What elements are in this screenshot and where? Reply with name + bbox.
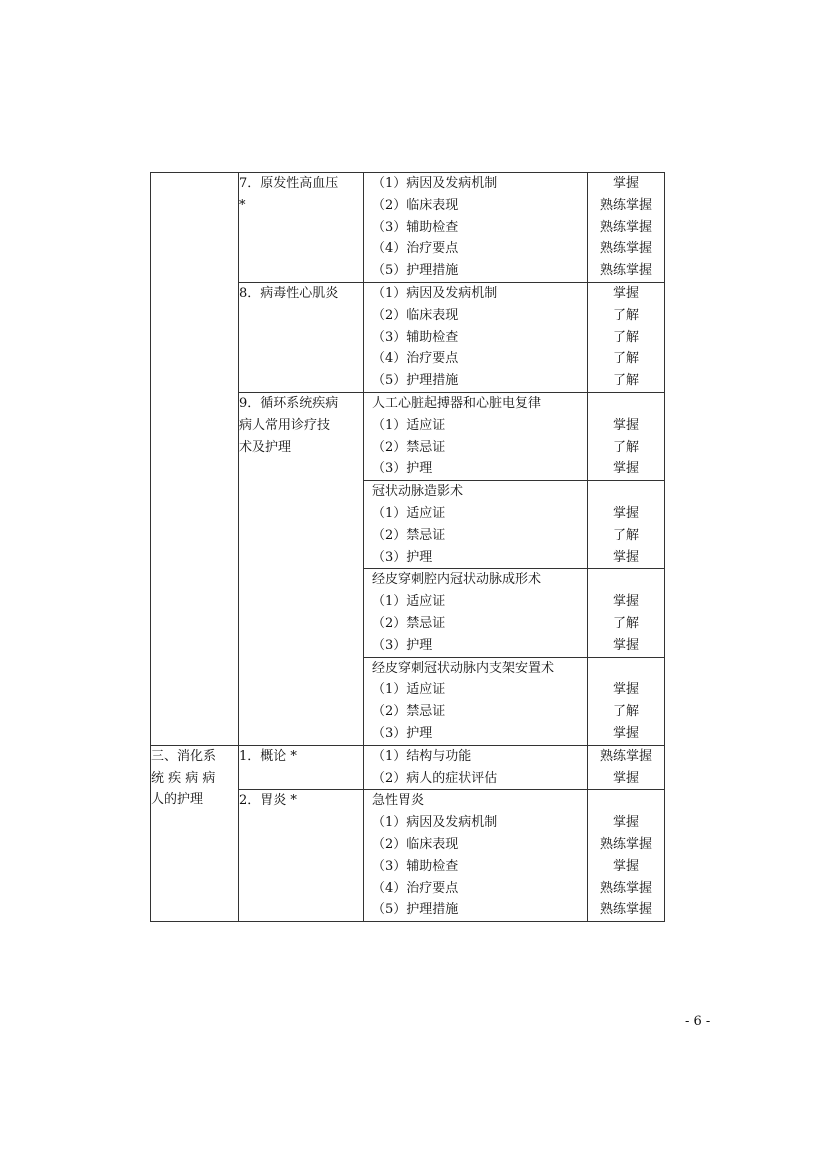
- level-cell: [588, 392, 665, 480]
- topic-title: 2．胃炎 *: [239, 793, 297, 809]
- list-item: （4）治疗要点: [372, 241, 459, 257]
- chapter-title: 人的护理: [151, 792, 204, 808]
- level-value: 掌握: [612, 815, 639, 831]
- level-value: 掌握: [612, 549, 639, 565]
- topic-title: 9．循环系统疾病: [239, 395, 339, 411]
- list-item: （3）护理: [372, 637, 433, 653]
- level-value: 熟练掌握: [599, 748, 652, 764]
- syllabus-table: [150, 172, 665, 922]
- content-heading: 急性胃炎: [372, 793, 425, 809]
- list-item: （4）治疗要点: [372, 351, 459, 367]
- content-heading: 经皮穿刺腔内冠状动脉成形术: [372, 572, 542, 588]
- table-row: [151, 745, 665, 790]
- content-heading: 人工心脏起搏器和心脏电复律: [372, 395, 542, 411]
- topic-cell: [239, 392, 364, 745]
- content-cell: [364, 569, 588, 657]
- level-value: 掌握: [612, 858, 639, 874]
- list-item: （4）治疗要点: [372, 880, 459, 896]
- content-cell: [364, 657, 588, 745]
- topic-title: 病人常用诊疗技: [239, 417, 331, 433]
- list-item: （3）护理: [372, 461, 433, 477]
- list-item: （1）适应证: [372, 505, 446, 521]
- list-item: （1）适应证: [372, 417, 446, 433]
- level-cell: [588, 745, 665, 790]
- level-value: 了解: [612, 329, 639, 345]
- level-value: 熟练掌握: [599, 219, 652, 235]
- chapter-cell-empty: [151, 173, 239, 746]
- list-item: （3）护理: [372, 725, 433, 741]
- content-heading: 经皮穿刺冠状动脉内支架安置术: [372, 660, 555, 676]
- page-number: - 6 -: [685, 1014, 711, 1029]
- level-cell: [588, 481, 665, 569]
- list-item: （2）禁忌证: [372, 615, 446, 631]
- level-value: 了解: [612, 527, 639, 543]
- list-item: （5）护理措施: [372, 373, 459, 389]
- content-cell: [364, 173, 588, 283]
- list-item: （1）病因及发病机制: [372, 815, 498, 831]
- content-heading: 冠状动脉造影术: [372, 484, 464, 500]
- level-value: 熟练掌握: [599, 836, 652, 852]
- list-item: （2）临床表现: [372, 197, 459, 213]
- level-value: 掌握: [612, 637, 639, 653]
- level-cell: [588, 173, 665, 283]
- level-value: 了解: [612, 351, 639, 367]
- topic-cell: [239, 282, 364, 392]
- level-value: 熟练掌握: [599, 880, 652, 896]
- content-cell: [364, 282, 588, 392]
- level-value: 掌握: [612, 682, 639, 698]
- topic-title: 术及护理: [239, 439, 292, 455]
- list-item: （1）适应证: [372, 682, 446, 698]
- list-item: （3）辅助检查: [372, 329, 459, 345]
- list-item: （2）禁忌证: [372, 704, 446, 720]
- list-item: （3）护理: [372, 549, 433, 565]
- level-value: 熟练掌握: [599, 902, 652, 918]
- level-value: 掌握: [612, 417, 639, 433]
- level-value: 掌握: [612, 594, 639, 610]
- level-value: 掌握: [612, 770, 639, 786]
- topic-title: 1．概论 *: [239, 748, 297, 764]
- level-cell: [588, 282, 665, 392]
- level-cell: [588, 569, 665, 657]
- chapter-title: 三、消化系: [151, 748, 217, 764]
- topic-title: 8．病毒性心肌炎: [239, 285, 339, 301]
- list-item: （5）护理措施: [372, 902, 459, 918]
- topic-cell: [239, 173, 364, 283]
- level-cell: [588, 657, 665, 745]
- level-value: 了解: [612, 704, 639, 720]
- topic-title-mark: *: [239, 197, 246, 213]
- topic-title: 7．原发性高血压: [239, 176, 339, 191]
- level-value: 掌握: [612, 725, 639, 741]
- list-item: （2）病人的症状评估: [372, 770, 498, 786]
- list-item: （1）病因及发病机制: [372, 285, 498, 301]
- level-value: 了解: [612, 373, 639, 389]
- topic-cell: [239, 790, 364, 922]
- level-value: 熟练掌握: [599, 197, 652, 213]
- chapter-title: 统 疾 病 病: [151, 770, 216, 786]
- list-item: （3）辅助检查: [372, 858, 459, 874]
- list-item: （5）护理措施: [372, 263, 459, 279]
- level-value: 了解: [612, 615, 639, 631]
- chapter-cell: [151, 745, 239, 921]
- list-item: （1）病因及发病机制: [372, 176, 498, 191]
- level-cell: [588, 790, 665, 922]
- level-value: 熟练掌握: [599, 263, 652, 279]
- level-value: 掌握: [612, 461, 639, 477]
- list-item: （2）禁忌证: [372, 439, 446, 455]
- level-value: 掌握: [612, 505, 639, 521]
- list-item: （2）临床表现: [372, 307, 459, 323]
- level-value: 熟练掌握: [599, 241, 652, 257]
- content-cell: [364, 790, 588, 922]
- level-value: 掌握: [612, 285, 639, 301]
- content-cell: [364, 745, 588, 790]
- content-cell: [364, 481, 588, 569]
- level-value: 了解: [612, 307, 639, 323]
- list-item: （1）结构与功能: [372, 748, 472, 764]
- table-row: [151, 173, 665, 283]
- topic-cell: [239, 745, 364, 790]
- list-item: （2）禁忌证: [372, 527, 446, 543]
- content-cell: [364, 392, 588, 480]
- level-value: 掌握: [612, 176, 639, 191]
- level-value: 了解: [612, 439, 639, 455]
- list-item: （3）辅助检查: [372, 219, 459, 235]
- list-item: （2）临床表现: [372, 836, 459, 852]
- list-item: （1）适应证: [372, 594, 446, 610]
